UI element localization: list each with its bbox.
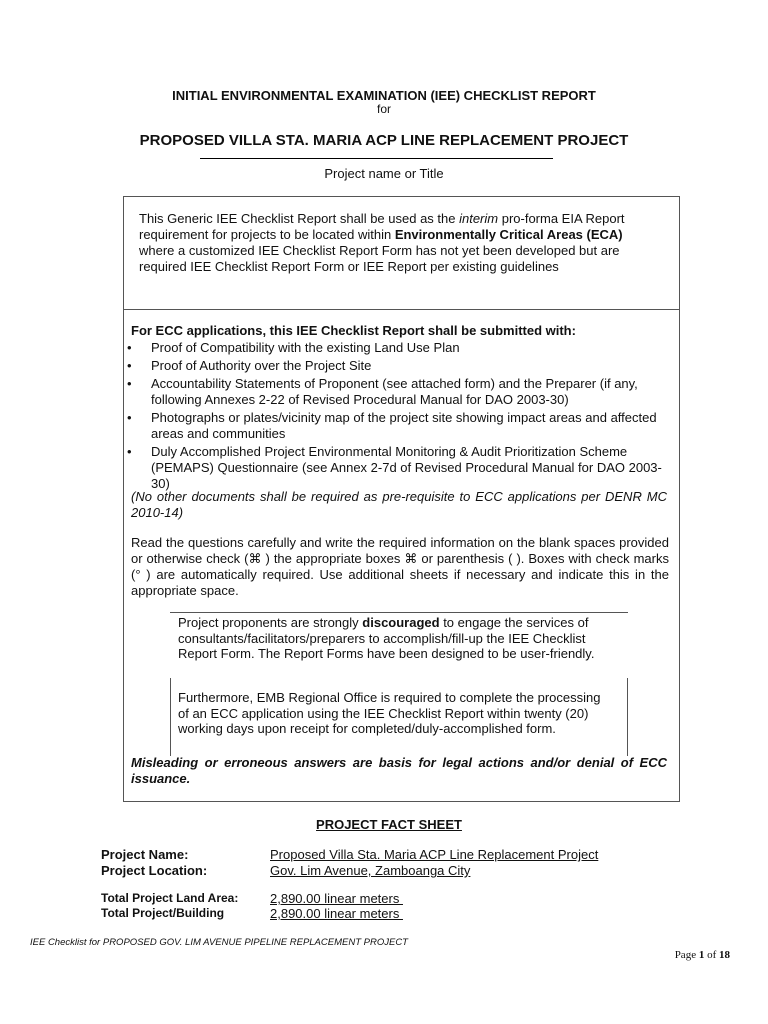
list-item [125,358,671,374]
bullet-icon: • [127,358,132,373]
list-item [125,340,671,356]
list-item-text: Photographs or plates/vicinity map of the project site showing impact areas and affected areas and communities [151,410,657,441]
notice-rule [170,612,628,613]
ecc-heading: For ECC applications, this IEE Checklist Report shall be submitted with: [131,323,576,338]
intro-part1: This Generic IEE Checklist Report shall be used as the [139,211,460,226]
project-subtitle: Project name or Title [324,166,444,181]
intro-eca: Environmentally Critical Areas (ECA) [394,227,623,242]
list-item-text: Duly Accomplished Project Environmental Monitoring & Audit Prioritization Scheme (PEMAPS) Questionnaire (see Annex 2-7d of Revised Procedural Manual for DAO 2003-30) [151,444,662,491]
discourage-part1: Project proponents are strongly [178,615,363,630]
list-item [125,410,671,442]
project-name-label: Project Name: [101,847,189,862]
bullet-icon: • [127,444,132,459]
page-current: 1 [698,949,705,961]
discourage-notice [178,615,618,662]
intro-part3: where a customized IEE Checklist Report Form has not yet been developed but are required IEE Checklist Report Form or IEE Report per existing guidelines [139,243,620,274]
land-area-label: Total Project Land Area: [101,891,239,905]
land-area-value: 2,890.00 linear meters [270,891,403,906]
page-word: Page [674,949,699,961]
project-title: PROPOSED VILLA STA. MARIA ACP LINE REPLACEMENT PROJECT [139,132,629,149]
title-rule [200,158,553,159]
discourage-part2: to engage the services of consultants/facilitators/preparers to accomplish/fill-up the IEE Checklist Report Form. The Report Forms have been designed to be user-friendly. [178,615,595,661]
title-for: for [376,102,391,116]
project-location-value: Gov. Lim Avenue, Zamboanga City [270,863,471,878]
box-divider [123,309,680,310]
misleading-warning: Misleading or erroneous answers are basis for legal actions and/or denial of ECC issuance. [131,755,667,786]
project-location-label: Project Location: [101,863,208,878]
bullet-icon: • [127,410,132,425]
ecc-requirements-list [125,340,671,494]
emb-notice: Furthermore, EMB Regional Office is required to complete the processing of an ECC application using the IEE Checklist Report within twenty (20) working days upon receipt for completed/duly-accomplished form. [178,690,601,736]
footer-note: IEE Checklist for PROPOSED GOV. LIM AVENUE PIPELINE REPLACEMENT PROJECT [30,937,408,948]
list-item-text: Accountability Statements of Proponent (see attached form) and the Preparer (if any, following Annexes 2-22 of Revised Procedural Manual for DAO 2003-30) [151,376,638,407]
page-of: of [704,949,719,961]
instructions-paragraph: Read the questions carefully and write the required information on the blank spaces provided or otherwise check (⌘ ) the appropriate boxes ⌘ or parenthesis ( ). Boxes with check marks (° ) are automatically required. Use additional sheets if necessary and indicate this in the appropriate space. [131,535,669,598]
page-total: 18 [719,949,730,961]
list-item-text: Proof of Compatibility with the existing Land Use Plan [151,340,460,355]
intro-part2: pro-forma EIA Report requirement for projects to be located within [139,211,625,242]
bullet-icon: • [127,376,132,391]
document-title: INITIAL ENVIRONMENTAL EXAMINATION (IEE) CHECKLIST REPORT [172,88,596,103]
discourage-bold: discouraged [362,615,440,630]
page-number [640,949,730,961]
list-item [125,376,671,408]
intro-paragraph [139,211,659,275]
building-value: 2,890.00 linear meters [270,906,403,921]
fact-sheet-title: PROJECT FACT SHEET [316,817,462,832]
ecc-note: (No other documents shall be required as pre-requisite to ECC applications per DENR MC 2010-14) [131,489,667,520]
list-item-text: Proof of Authority over the Project Site [151,358,372,373]
bullet-icon: • [127,340,132,355]
list-item [125,444,671,492]
building-label: Total Project/Building [101,906,225,920]
project-name-value: Proposed Villa Sta. Maria ACP Line Replacement Project [270,847,599,862]
intro-interim: interim [459,211,499,226]
